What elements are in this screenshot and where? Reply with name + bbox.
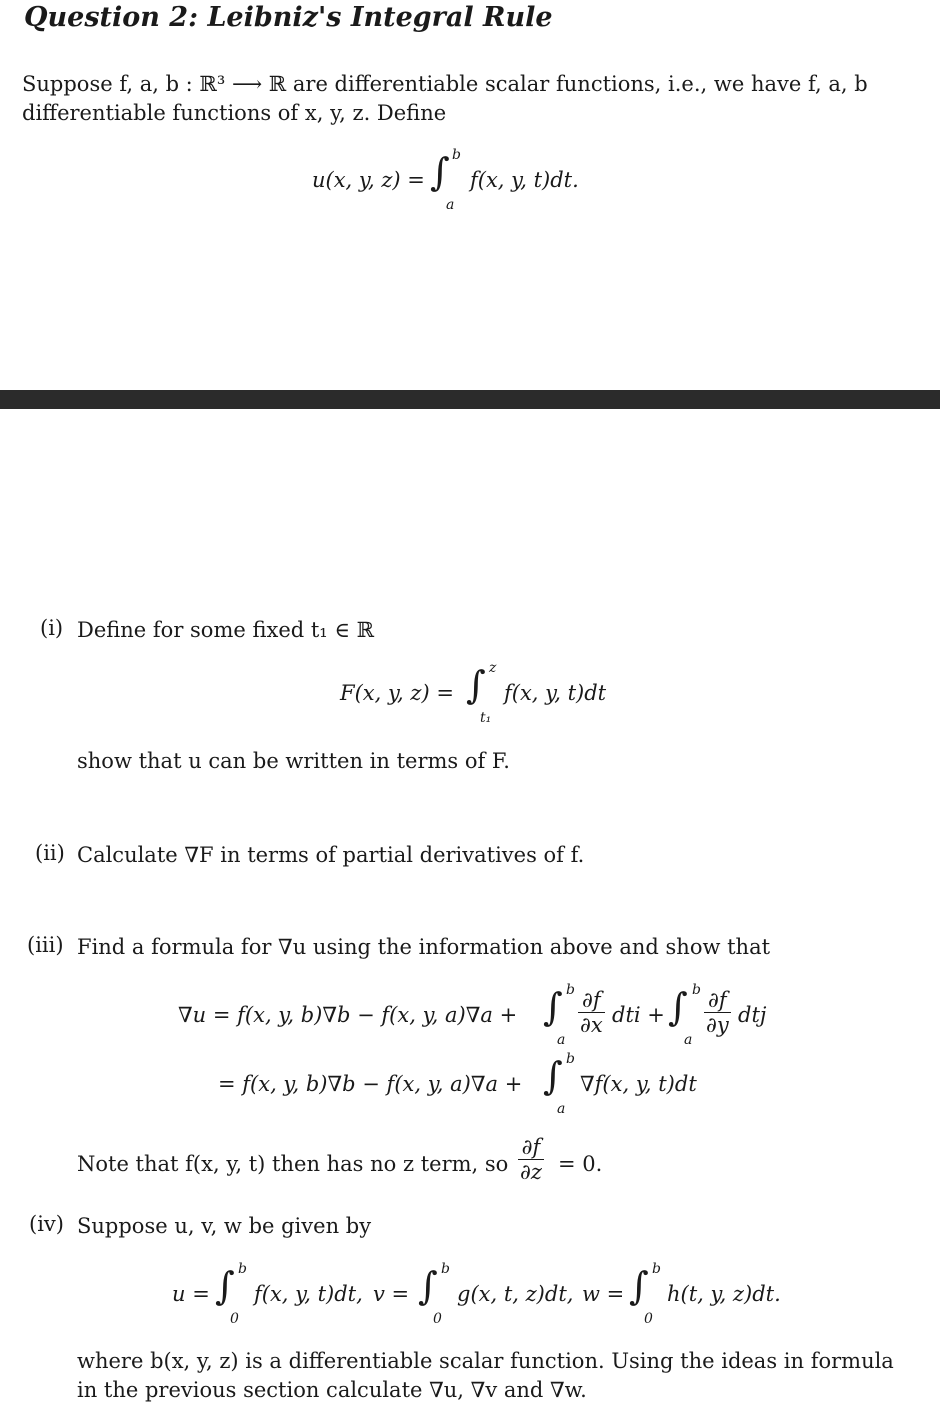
partial-f-x-fraction [578, 988, 605, 1037]
part-iii-label: (iii) [27, 933, 64, 957]
eq-F-upper-limit: z [489, 660, 497, 676]
part-i-followup: show that u can be written in terms of F. [77, 749, 510, 773]
integral-sign: ∫ [629, 1264, 649, 1308]
fraction-denominator: ∂x [580, 1013, 603, 1037]
integral-sign: ∫ [430, 150, 450, 194]
eq-u-def-lhs: u = [172, 1282, 210, 1306]
eq-F-lower-limit: t₁ [480, 710, 492, 726]
eq-v-def-lhs: v = [373, 1282, 410, 1306]
upper-limit: b [238, 1261, 247, 1277]
upper-limit: b [441, 1261, 450, 1277]
grad-u-line1-term1: dti + [612, 1003, 665, 1027]
partial-f-z-fraction [518, 1135, 544, 1184]
upper-limit: b [652, 1261, 661, 1277]
eq-u-lhs: u(x, y, z) = [312, 168, 425, 192]
integral-sign: ∫ [215, 1264, 235, 1308]
part-ii-label: (ii) [35, 841, 65, 865]
part-iv-text: Suppose u, v, w be given by [77, 1214, 372, 1238]
integral-sign: ∫ [418, 1264, 438, 1308]
eq-u-integrand: f(x, y, t)dt. [470, 168, 579, 192]
fraction-numerator: ∂f [518, 1135, 544, 1160]
fraction-denominator: ∂y [706, 1013, 729, 1037]
page-separator-bar [0, 390, 940, 409]
intro-line-1: Suppose f, a, b : ℝ³ ⟶ ℝ are differentiable scalar functions, i.e., we have f, a, b [22, 72, 868, 96]
eq-w-def-lhs: w = [582, 1282, 625, 1306]
fraction-numerator: ∂f [578, 988, 605, 1013]
upper-limit: b [692, 982, 701, 998]
integral-sign: ∫ [466, 663, 486, 707]
eq-F-lhs: F(x, y, z) = [340, 681, 454, 705]
grad-u-line1-term2: dtj [738, 1003, 767, 1027]
part-iii-note-tail: = 0. [558, 1152, 603, 1176]
upper-limit: b [566, 982, 575, 998]
eq-u-lower-limit: a [446, 197, 455, 213]
intro-line-2: differentiable functions of x, y, z. Define [22, 101, 447, 125]
part-iv-label: (iv) [29, 1212, 64, 1236]
part-iv-followup-1: where b(x, y, z) is a differentiable scalar function. Using the ideas in formula [77, 1349, 894, 1373]
part-iii-note: Note that f(x, y, t) then has no z term, so [77, 1152, 509, 1176]
part-i-label: (i) [40, 616, 64, 640]
part-iii-text: Find a formula for ∇u using the information above and show that [77, 935, 771, 959]
fraction-denominator: ∂z [520, 1160, 542, 1184]
lower-limit: 0 [433, 1311, 442, 1327]
partial-f-y-fraction [704, 988, 731, 1037]
lower-limit: a [557, 1101, 566, 1117]
lower-limit: a [684, 1032, 693, 1048]
fraction-numerator: ∂f [704, 988, 731, 1013]
eq-v-def-integrand: g(x, t, z)dt, [457, 1282, 574, 1306]
integral-sign: ∫ [668, 985, 688, 1029]
lower-limit: a [557, 1032, 566, 1048]
grad-u-line2-integrand: ∇f(x, y, t)dt [580, 1072, 697, 1096]
part-ii-text: Calculate ∇F in terms of partial derivatives of f. [77, 843, 585, 867]
integral-sign: ∫ [543, 985, 563, 1029]
eq-u-def-integrand: f(x, y, t)dt, [254, 1282, 363, 1306]
integral-sign: ∫ [543, 1054, 563, 1098]
part-iv-followup-2: in the previous section calculate ∇u, ∇v and ∇w. [77, 1378, 587, 1402]
upper-limit: b [566, 1051, 575, 1067]
grad-u-line1-lhs: ∇u = f(x, y, b)∇b − f(x, y, a)∇a + [178, 1003, 518, 1027]
part-i-text: Define for some fixed t₁ ∈ ℝ [77, 618, 375, 642]
question-title: Question 2: Leibniz's Integral Rule [24, 2, 553, 33]
grad-u-line2-lhs: = f(x, y, b)∇b − f(x, y, a)∇a + [218, 1072, 523, 1096]
lower-limit: 0 [644, 1311, 653, 1327]
eq-F-integrand: f(x, y, t)dt [504, 681, 607, 705]
eq-w-def-integrand: h(t, y, z)dt. [667, 1282, 781, 1306]
eq-u-upper-limit: b [452, 147, 461, 163]
lower-limit: 0 [230, 1311, 239, 1327]
